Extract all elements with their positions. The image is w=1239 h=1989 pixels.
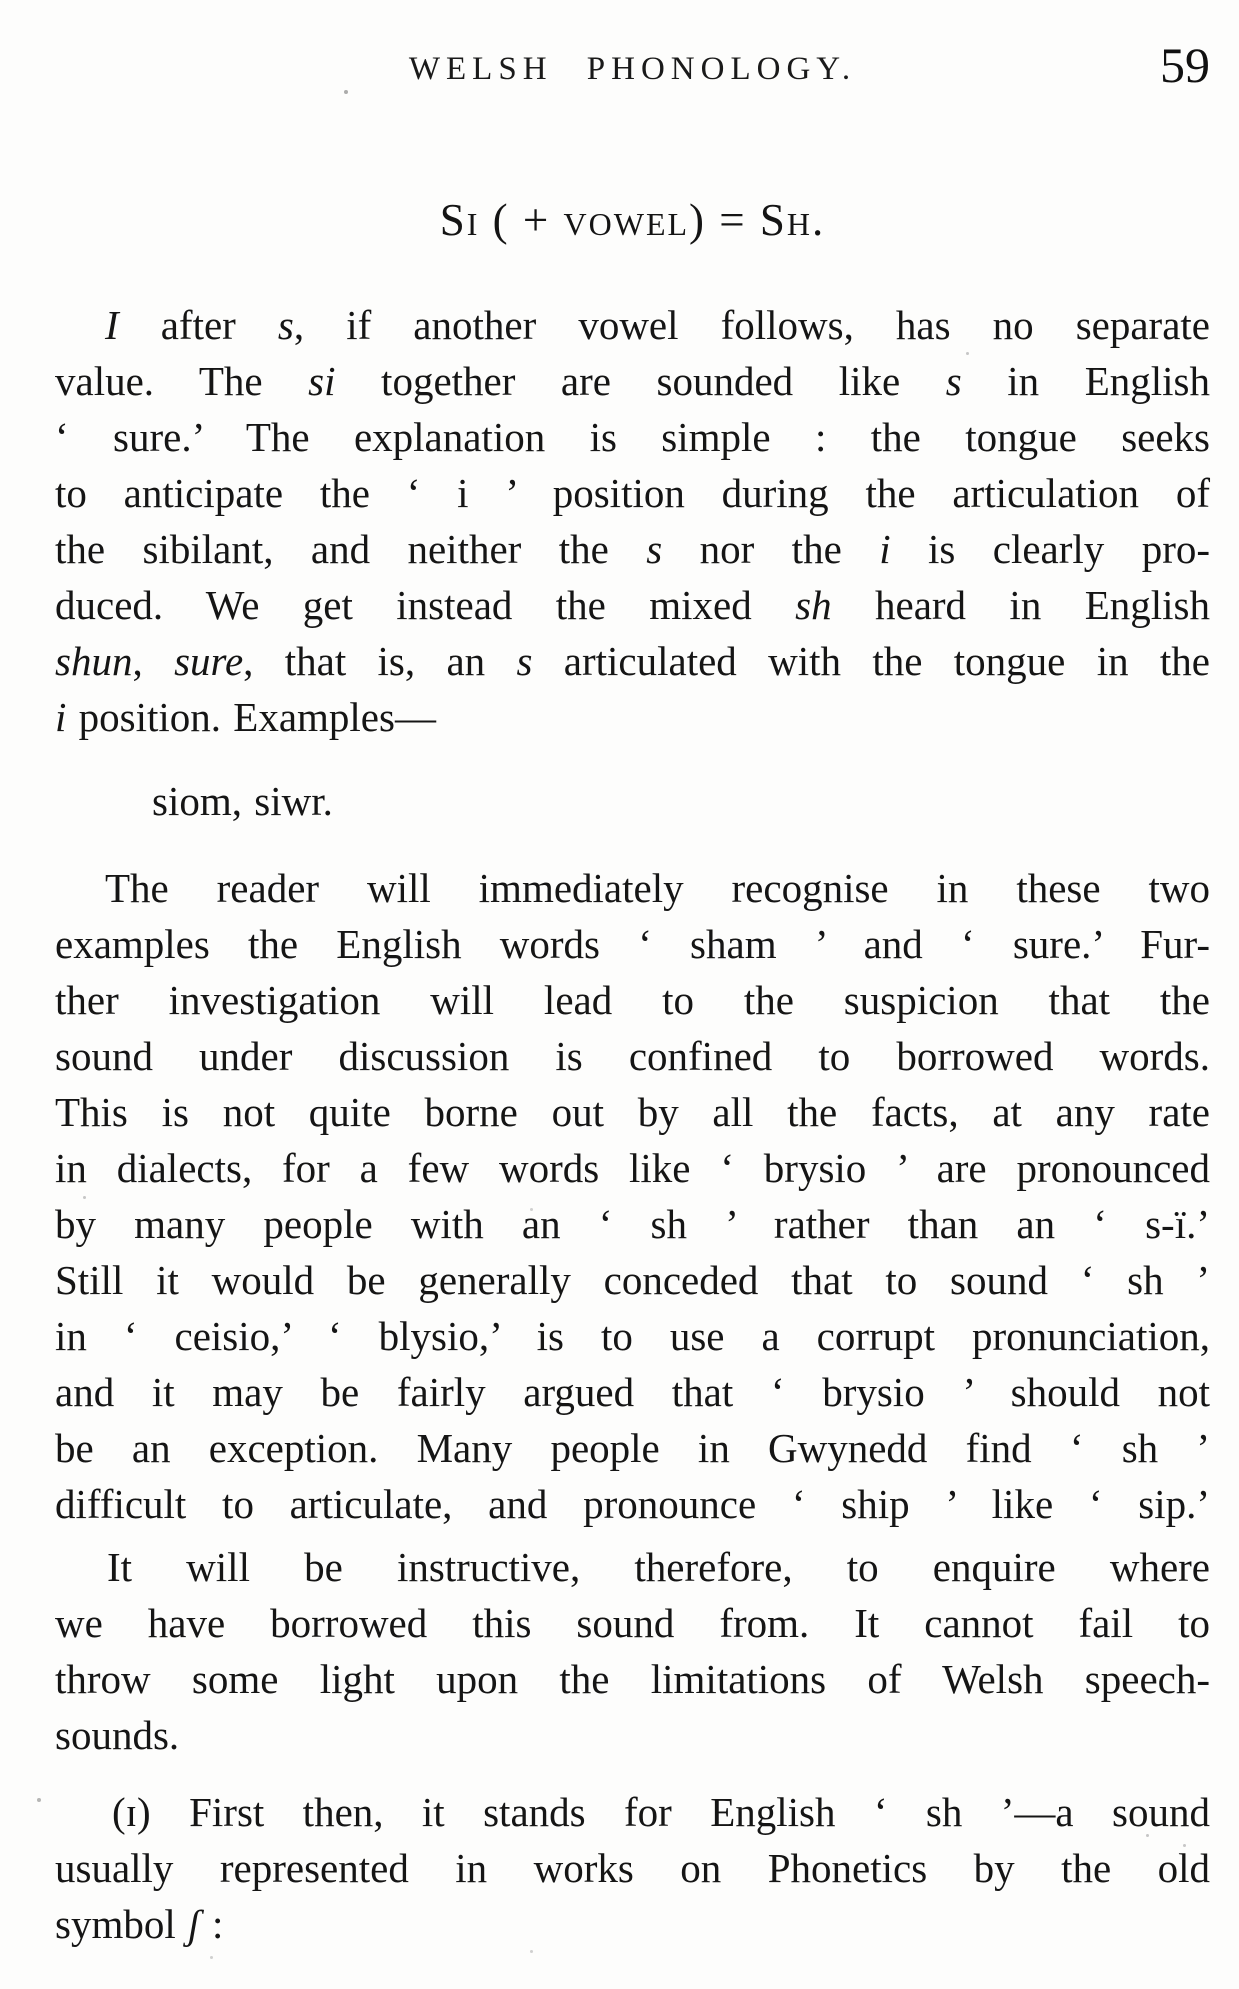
text-line xyxy=(55,1420,1210,1476)
italic-text: shun xyxy=(55,638,133,684)
text-segment: heard in English xyxy=(831,582,1210,628)
text-segment: ‘ sure.’ The explanation is simple : the tongue seeks xyxy=(55,414,1210,460)
scan-speck xyxy=(1183,1844,1186,1847)
scan-speck xyxy=(1146,1834,1149,1837)
text-segment: after xyxy=(118,302,278,348)
text-line xyxy=(55,1595,1210,1651)
text-segment: nor the xyxy=(662,526,880,572)
section-heading: Si ( + vowel) = Sh. xyxy=(439,195,826,245)
text-segment: , if another vowel follows, has no separate xyxy=(293,302,1210,348)
text-line xyxy=(55,633,1210,689)
text-segment: throw some light upon the limitations of Welsh speech- xyxy=(55,1656,1210,1702)
text-segment: sound under discussion is confined to borrowed words. xyxy=(55,1033,1210,1079)
text-segment: duced. We get instead the mixed xyxy=(55,582,796,628)
paragraph-first-point xyxy=(55,1784,1210,1952)
text-line xyxy=(55,297,1210,353)
text-segment: The reader will immediately recognise in these two xyxy=(105,865,1210,911)
text-line xyxy=(55,860,1210,916)
text-line xyxy=(55,916,1210,972)
italic-text: s xyxy=(646,526,663,572)
text-segment: be an exception. Many people in Gwynedd find ‘ sh ’ xyxy=(55,1425,1210,1471)
text-segment: we have borrowed this sound from. It cannot fail to xyxy=(55,1600,1210,1646)
text-segment: symbol xyxy=(55,1901,188,1947)
running-header-title: WELSH PHONOLOGY. xyxy=(408,51,857,87)
text-segment: , xyxy=(132,638,175,684)
text-segment: sounds. xyxy=(55,1712,180,1758)
italic-text: s xyxy=(277,302,294,348)
text-body xyxy=(55,0,1210,1989)
text-line xyxy=(55,1364,1210,1420)
text-segment: articulated with the tongue in the xyxy=(532,638,1211,684)
example-words xyxy=(55,773,1210,829)
scan-speck xyxy=(210,1956,213,1959)
text-segment: to anticipate the ‘ i ’ position during the articulation of xyxy=(55,470,1210,516)
scan-speck xyxy=(530,1950,533,1953)
text-line xyxy=(55,1476,1210,1532)
text-line xyxy=(55,1651,1210,1707)
text-segment: usually represented in works on Phonetics by the old xyxy=(55,1845,1210,1891)
text-segment: position. Examples— xyxy=(66,694,436,740)
text-segment: is clearly pro- xyxy=(890,526,1211,572)
paragraph-reader xyxy=(55,860,1210,1532)
text-segment: and it may be fairly argued that ‘ brysio ’ should not xyxy=(55,1369,1210,1415)
italic-text: sh xyxy=(795,582,832,628)
text-line xyxy=(55,1896,1210,1952)
text-line xyxy=(55,577,1210,633)
text-segment: It will be instructive, therefore, to enquire where xyxy=(107,1544,1210,1590)
text-line xyxy=(55,353,1210,409)
italic-text: s xyxy=(516,638,533,684)
scan-speck xyxy=(966,352,969,355)
text-segment: in ‘ ceisio,’ ‘ blysio,’ is to use a corrupt pronunciation, xyxy=(55,1313,1210,1359)
text-line xyxy=(55,1840,1210,1896)
text-segment: (ɪ) First then, it stands for English ‘ sh ’—a sound xyxy=(112,1789,1210,1835)
text-line xyxy=(55,1252,1210,1308)
page-number: 59 xyxy=(1160,37,1210,93)
text-line xyxy=(55,773,1210,829)
italic-text: I xyxy=(105,302,119,348)
italic-text: si xyxy=(308,358,336,404)
text-segment: value. The xyxy=(55,358,309,404)
italic-text: sure xyxy=(174,638,244,684)
text-segment: together are sounded like xyxy=(335,358,946,404)
text-line xyxy=(55,1140,1210,1196)
paragraph-intro xyxy=(55,297,1210,745)
text-segment: examples the English words ‘ sham ’ and ‘ sure.’ Fur- xyxy=(55,921,1210,967)
text-line xyxy=(55,1084,1210,1140)
text-line xyxy=(55,1308,1210,1364)
text-segment: difficult to articulate, and pronounce ‘ ship ’ like ‘ sip.’ xyxy=(55,1481,1210,1527)
text-line xyxy=(55,689,1210,745)
text-line xyxy=(55,1196,1210,1252)
text-segment: in English xyxy=(961,358,1210,404)
text-segment: Still it would be generally conceded that to sound ‘ sh ’ xyxy=(55,1257,1210,1303)
text-line xyxy=(55,1539,1210,1595)
text-line xyxy=(55,972,1210,1028)
text-line xyxy=(55,521,1210,577)
scan-speck xyxy=(530,1208,533,1211)
italic-text: i xyxy=(879,526,891,572)
scan-speck xyxy=(37,1798,41,1802)
text-line xyxy=(55,1028,1210,1084)
text-segment: : xyxy=(199,1901,224,1947)
text-segment: This is not quite borne out by all the facts, at any rate xyxy=(55,1089,1210,1135)
text-segment: by many people with an ‘ sh ’ rather than an ‘ s-ï.’ xyxy=(55,1201,1210,1247)
italic-text: i xyxy=(55,694,67,740)
text-segment: the sibilant, and neither the xyxy=(55,526,647,572)
paragraph-instructive xyxy=(55,1539,1210,1763)
text-segment: siom, siwr. xyxy=(152,778,333,824)
text-segment: in dialects, for a few words like ‘ brysio ’ are pronounced xyxy=(55,1145,1210,1191)
italic-text: s xyxy=(945,358,962,404)
text-segment: ther investigation will lead to the suspicion that the xyxy=(55,977,1210,1023)
text-segment: , that is, an xyxy=(243,638,517,684)
italic-text: ʃ xyxy=(188,1901,200,1947)
text-line xyxy=(55,465,1210,521)
text-line xyxy=(55,409,1210,465)
text-line xyxy=(55,1707,1210,1763)
scan-speck xyxy=(83,1196,86,1199)
scan-speck xyxy=(344,90,348,94)
text-line xyxy=(55,1784,1210,1840)
